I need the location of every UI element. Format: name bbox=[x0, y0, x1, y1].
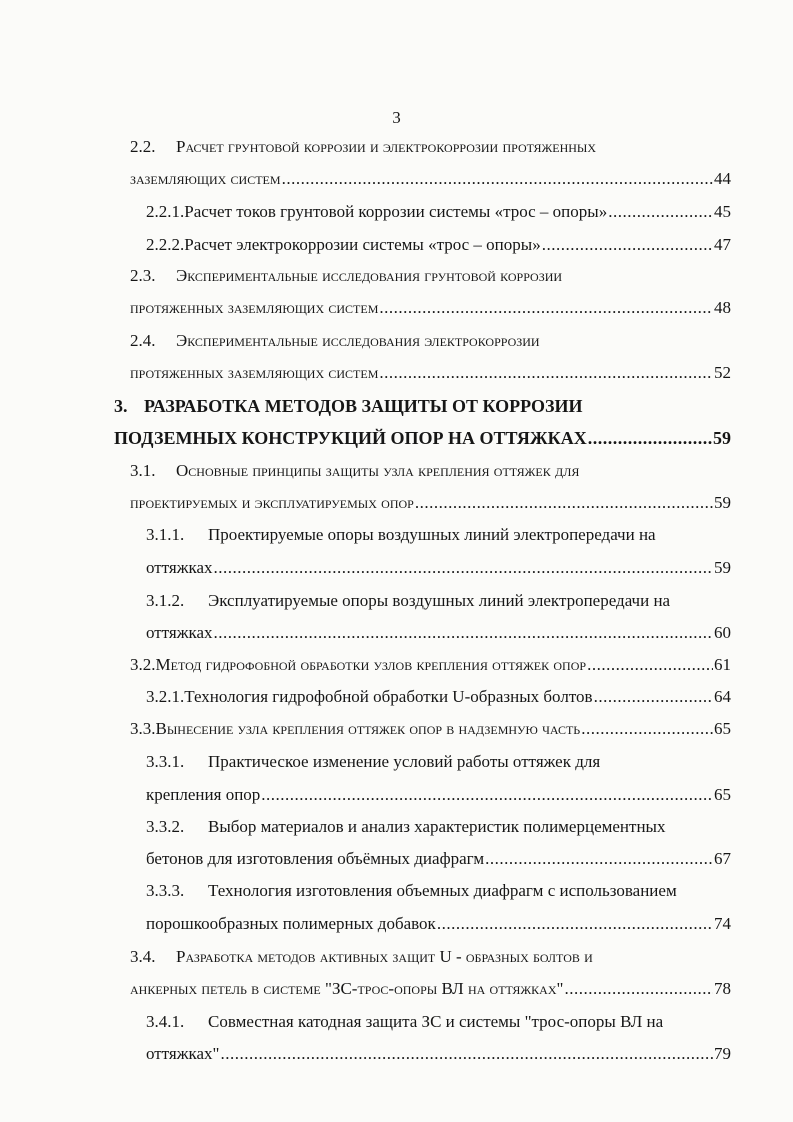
leader-dots bbox=[542, 235, 713, 255]
toc-number: 3.2. bbox=[130, 655, 156, 674]
toc-title: оттяжках bbox=[146, 558, 213, 577]
toc-number: 3.3.2. bbox=[146, 817, 185, 836]
leader-dots bbox=[485, 849, 713, 869]
toc-number: 3.2.1. bbox=[146, 687, 185, 706]
toc-title: Расчет электрокоррозии системы «трос – опоры» bbox=[184, 235, 541, 254]
toc-page: 52 bbox=[714, 363, 731, 382]
toc-entry-3-3-1-cont bbox=[146, 785, 731, 805]
leader-dots bbox=[581, 719, 713, 739]
toc-title: порошкообразных полимерных добавок bbox=[146, 914, 436, 933]
toc-title: Экспериментальные исследования грунтовой коррозии bbox=[176, 266, 563, 285]
toc-entry-3-1-1-cont bbox=[146, 558, 731, 578]
toc-page: 48 bbox=[714, 298, 731, 317]
toc-number: 2.4. bbox=[130, 331, 156, 350]
toc-entry-2-2-2 bbox=[146, 235, 731, 255]
toc-title: Расчет грунтовой коррозии и электрокоррозии протяженных bbox=[176, 137, 597, 156]
toc-title: Выбор материалов и анализ характеристик полимерцементных bbox=[208, 817, 666, 836]
toc-entry-3-3-2 bbox=[146, 817, 731, 837]
leader-dots bbox=[608, 202, 713, 222]
toc-entry-3-4-1 bbox=[146, 1012, 731, 1032]
toc-page: 61 bbox=[714, 655, 731, 674]
toc-title: проектируемых и эксплуатируемых опор bbox=[130, 493, 414, 512]
leader-dots bbox=[564, 979, 713, 999]
toc-entry-3-2-1 bbox=[146, 687, 731, 707]
toc-number: 2.2. bbox=[130, 137, 156, 156]
toc-page: 65 bbox=[714, 785, 731, 804]
toc-title: протяженных заземляющих систем bbox=[130, 298, 379, 317]
leader-dots bbox=[214, 558, 713, 578]
toc-number: 3.3.3. bbox=[146, 881, 185, 900]
toc-number: 2.3. bbox=[130, 266, 156, 285]
toc-title: крепления опор bbox=[146, 785, 261, 804]
toc-title: Практическое изменение условий работы оттяжек для bbox=[208, 752, 601, 771]
toc-number: 2.2.1. bbox=[146, 202, 185, 221]
toc-entry-3-3 bbox=[130, 719, 731, 739]
toc-number: 3.1.1. bbox=[146, 525, 185, 544]
leader-dots bbox=[379, 298, 713, 318]
toc-title: Разработка методов активных защит U - образных болтов и bbox=[176, 947, 593, 966]
toc-page: 74 bbox=[714, 914, 731, 933]
toc-number: 2.2.2. bbox=[146, 235, 185, 254]
toc-title: заземляющих систем bbox=[130, 169, 281, 188]
toc-title: Эксплуатируемые опоры воздушных линий электропередачи на bbox=[208, 591, 671, 610]
toc-entry-3-3-1 bbox=[146, 752, 731, 772]
toc-page: 59 bbox=[714, 493, 731, 512]
toc-page: 78 bbox=[714, 979, 731, 998]
toc-title: оттяжках bbox=[146, 623, 213, 642]
toc-page: 59 bbox=[714, 558, 731, 577]
toc-page: 44 bbox=[714, 169, 731, 188]
toc-title: РАЗРАБОТКА МЕТОДОВ ЗАЩИТЫ ОТ КОРРОЗИИ bbox=[144, 396, 583, 416]
leader-dots bbox=[588, 428, 712, 448]
toc-entry-3-4 bbox=[130, 947, 731, 967]
toc-title: оттяжках" bbox=[146, 1044, 220, 1063]
toc-title: Вынесение узла крепления оттяжек опор в надземную часть bbox=[155, 719, 581, 738]
toc-entry-3 bbox=[114, 396, 731, 416]
toc-title: анкерных петель в системе "ЗС-трос-опоры ВЛ на оттяжках" bbox=[130, 979, 564, 998]
toc-entry-2-3-cont bbox=[130, 298, 731, 318]
toc-title: Метод гидрофобной обработки узлов крепления оттяжек опор bbox=[155, 655, 587, 674]
leader-dots bbox=[379, 363, 713, 383]
toc-page: 45 bbox=[714, 202, 731, 221]
toc-page: 60 bbox=[714, 623, 731, 642]
toc-entry-3-2 bbox=[130, 655, 731, 675]
toc-page: 64 bbox=[714, 687, 731, 706]
leader-dots bbox=[220, 1044, 713, 1064]
toc-entry-3-1 bbox=[130, 461, 731, 481]
toc-title: Экспериментальные исследования электрокоррозии bbox=[176, 331, 540, 350]
toc-entry-3-4-1-cont bbox=[146, 1044, 731, 1064]
toc-entry-2-4 bbox=[130, 331, 731, 351]
leader-dots bbox=[437, 914, 713, 934]
leader-dots bbox=[214, 623, 713, 643]
toc-entry-3-1-cont bbox=[130, 493, 731, 513]
leader-dots bbox=[594, 687, 713, 707]
toc-entry-3-1-1 bbox=[146, 525, 731, 545]
toc-entry-3-1-2-cont bbox=[146, 623, 731, 643]
toc-title: Основные принципы защиты узла крепления оттяжек для bbox=[176, 461, 580, 480]
toc-page: 79 bbox=[714, 1044, 731, 1063]
toc-entry-3-3-3-cont bbox=[146, 914, 731, 934]
toc-number: 3.3. bbox=[130, 719, 156, 738]
toc-page: 67 bbox=[714, 849, 731, 868]
toc-number: 3.4. bbox=[130, 947, 156, 966]
toc-entry-3-1-2 bbox=[146, 591, 731, 611]
toc-page: 65 bbox=[714, 719, 731, 738]
toc-number: 3.1. bbox=[130, 461, 156, 480]
leader-dots bbox=[415, 493, 713, 513]
toc-title: Проектируемые опоры воздушных линий электропередачи на bbox=[208, 525, 656, 544]
toc-number: 3.3.1. bbox=[146, 752, 185, 771]
toc-entry-2-2 bbox=[130, 137, 731, 157]
toc-title: протяженных заземляющих систем bbox=[130, 363, 379, 382]
page-number: 3 bbox=[392, 108, 401, 127]
toc-number: 3.4.1. bbox=[146, 1012, 185, 1031]
toc-entry-3-4-cont bbox=[130, 979, 731, 999]
toc-entry-3-3-2-cont bbox=[146, 849, 731, 869]
leader-dots bbox=[261, 785, 713, 805]
toc-title: Технология изготовления объемных диафрагм с использованием bbox=[208, 881, 677, 900]
leader-dots bbox=[282, 169, 713, 189]
leader-dots bbox=[587, 655, 713, 675]
toc-entry-2-4-cont bbox=[130, 363, 731, 383]
toc-number: 3.1.2. bbox=[146, 591, 185, 610]
toc-entry-3-cont bbox=[114, 428, 731, 448]
toc-number: 3. bbox=[114, 396, 128, 416]
toc-title: Технология гидрофобной обработки U-образных болтов bbox=[184, 687, 593, 706]
toc-page: 59 bbox=[713, 428, 731, 448]
toc-title: Расчет токов грунтовой коррозии системы «трос – опоры» bbox=[184, 202, 608, 221]
toc-title: бетонов для изготовления объёмных диафрагм bbox=[146, 849, 485, 868]
toc-entry-3-3-3 bbox=[146, 881, 731, 901]
toc-page: 47 bbox=[714, 235, 731, 254]
toc-entry-2-2-cont bbox=[130, 169, 731, 189]
toc-entry-2-3 bbox=[130, 266, 731, 286]
toc-title: Совместная катодная защита ЗС и системы "трос-опоры ВЛ на bbox=[208, 1012, 664, 1031]
toc-title: ПОДЗЕМНЫХ КОНСТРУКЦИЙ ОПОР НА ОТТЯЖКАХ bbox=[114, 428, 587, 448]
toc-entry-2-2-1 bbox=[146, 202, 731, 222]
